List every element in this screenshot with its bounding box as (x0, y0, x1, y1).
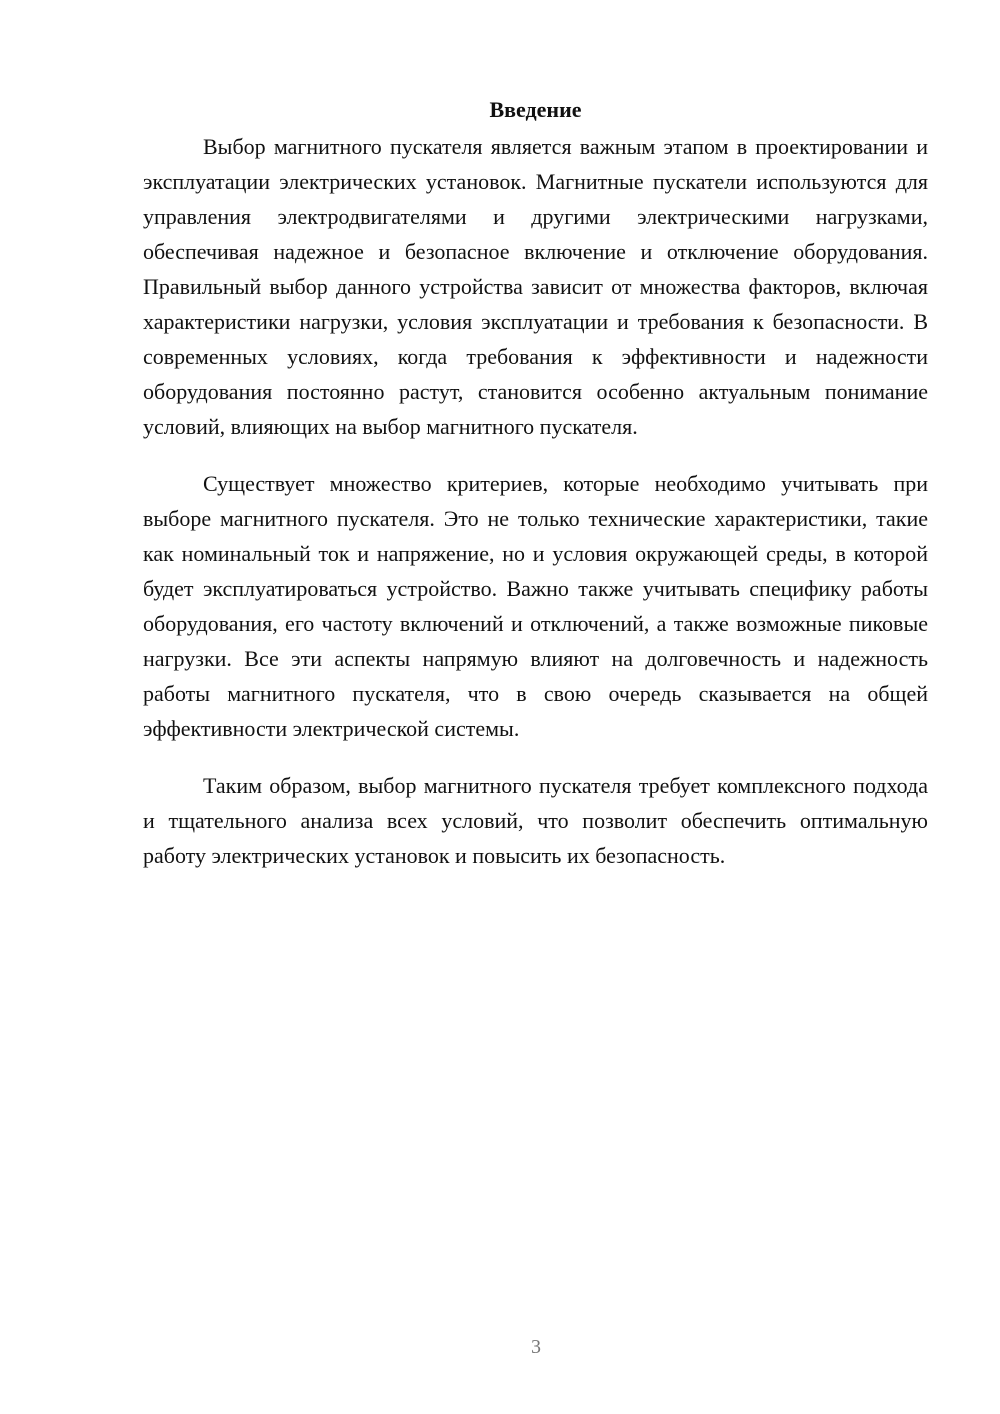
section-heading: Введение (489, 97, 582, 122)
page-number: 3 (531, 1336, 541, 1358)
paragraph-2: Существует множество критериев, которые необходимо учитывать при выборе магнитного пускателя. Это не только технические характеристики, такие как номинальный ток и напряжение, но и условия окружающей среды, в которой будет эксплуатироваться устройство. Важно также учитывать специфику работы оборудования, его частоту включений и отключений, а также возможные пиковые нагрузки. Все эти аспекты напрямую влияют на долговечность и надежность работы магнитного пускателя, что в свою очередь сказывается на общей эффективности электрической системы. (143, 471, 928, 741)
paragraph-1: Выбор магнитного пускателя является важным этапом в проектировании и эксплуатации электрических установок. Магнитные пускатели используются для управления электродвигателями и другими электрическими нагрузками, обеспечивая надежное и безопасное включение и отключение оборудования. Правильный выбор данного устройства зависит от множества факторов, включая характеристики нагрузки, условия эксплуатации и требования к безопасности. В современных условиях, когда требования к эффективности и надежности оборудования постоянно растут, становится особенно актуальным понимание условий, влияющих на выбор магнитного пускателя. (143, 134, 928, 439)
paragraph-3: Таким образом, выбор магнитного пускателя требует комплексного подхода и тщательного анализа всех условий, что позволит обеспечить оптимальную работу электрических установок и повысить их безопасность. (143, 773, 928, 868)
document-body (143, 92, 928, 873)
